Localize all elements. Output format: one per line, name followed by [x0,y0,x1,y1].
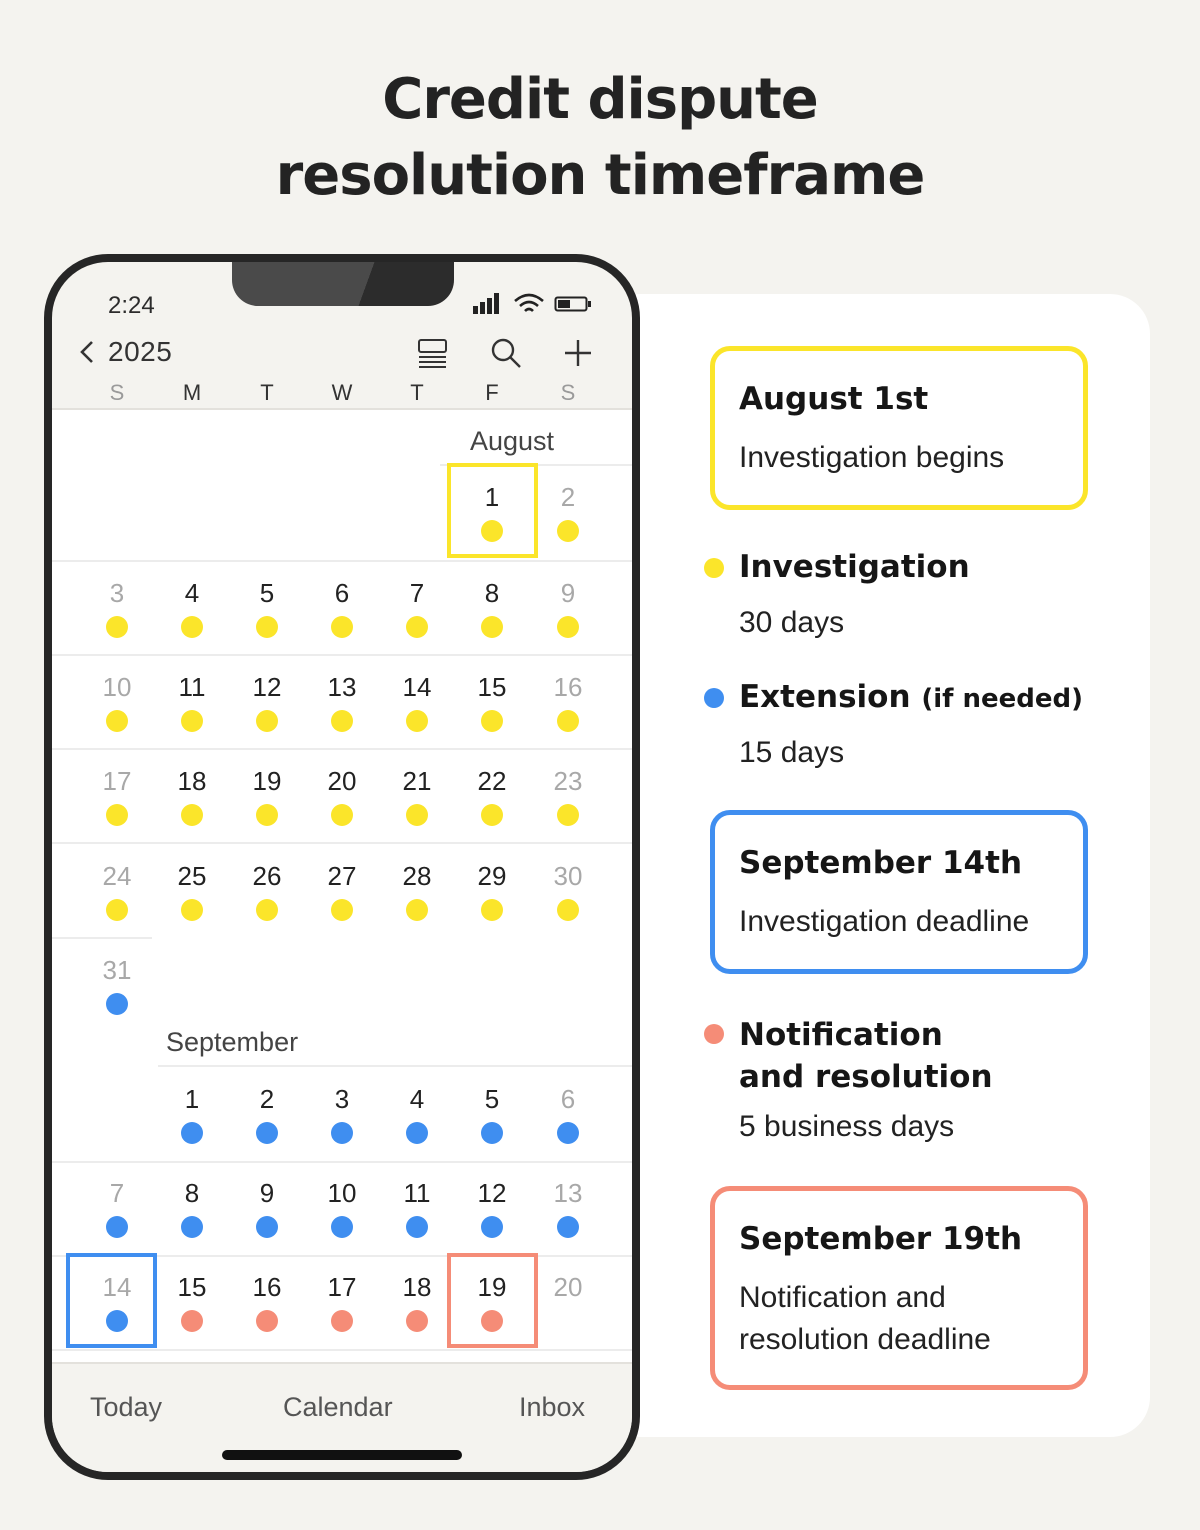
row-divider [52,1349,632,1351]
event-dot-icon [406,1122,428,1144]
day-number[interactable]: 22 [477,766,507,796]
day-number[interactable]: 4 [184,578,200,608]
weekday-label: T [410,380,424,405]
weekday-label: S [560,380,576,405]
day-number[interactable]: 10 [327,1178,357,1208]
notification-dot-icon [704,1024,724,1044]
event-dot-icon [557,1216,579,1238]
weekday-label: M [182,380,202,405]
day-number[interactable]: 15 [477,672,507,702]
event-dot-icon [481,616,503,638]
card-september-19th [710,1186,1088,1390]
event-dot-icon [481,804,503,826]
day-number[interactable]: 21 [402,766,432,796]
event-dot-icon [331,899,353,921]
row-divider [52,937,152,939]
event-dot-icon [331,710,353,732]
day-number[interactable]: 27 [327,861,357,891]
event-dot-icon [256,804,278,826]
day-number[interactable]: 17 [102,766,132,796]
row-divider [52,654,632,656]
day-number[interactable]: 5 [484,1084,500,1114]
day-number[interactable]: 31 [102,955,132,985]
day-number[interactable]: 30 [553,861,583,891]
day-number[interactable]: 29 [477,861,507,891]
day-number[interactable]: 3 [109,578,125,608]
event-dot-icon [557,899,579,921]
event-dot-icon [181,899,203,921]
page-title [0,62,1200,214]
day-number[interactable]: 14 [402,672,432,702]
event-dot-icon [557,1122,579,1144]
event-dot-icon [406,804,428,826]
day-number[interactable]: 16 [252,1272,282,1302]
event-dot-icon [256,899,278,921]
event-dot-icon [406,1310,428,1332]
event-dot-icon [406,616,428,638]
event-dot-icon [331,1122,353,1144]
card-subtitle: Investigation deadline [739,905,1030,938]
event-dot-icon [256,1216,278,1238]
day-number[interactable]: 3 [334,1084,350,1114]
calendar-grid [52,410,632,1362]
day-number[interactable]: 26 [252,861,282,891]
event-dot-icon [557,616,579,638]
chevron-left-icon[interactable] [74,334,98,370]
tab-today[interactable]: Today [90,1392,163,1422]
phone-frame [44,254,640,1480]
status-time: 2:24 [108,292,155,319]
card-subtitle: resolution deadline [739,1323,991,1356]
plus-icon[interactable] [561,336,595,370]
day-number[interactable]: 18 [177,766,207,796]
phone-notch [232,260,454,306]
event-dot-icon [406,899,428,921]
event-dot-icon [331,1310,353,1332]
day-number[interactable]: 2 [560,482,576,512]
list-view-icon[interactable] [416,336,450,370]
legend-duration-extension: 15 days [739,736,845,769]
day-number[interactable]: 4 [409,1084,425,1114]
card-august-1st [710,346,1088,510]
day-number[interactable]: 13 [553,1178,583,1208]
event-dot-icon [481,899,503,921]
day-number[interactable]: 14 [102,1272,132,1302]
month-label-august: August [470,426,555,456]
day-number[interactable]: 11 [178,672,206,702]
day-number[interactable]: 19 [477,1272,507,1302]
day-number[interactable]: 28 [402,861,432,891]
card-title: September 14th [739,845,1023,881]
card-subtitle: Notification and [739,1281,946,1314]
day-number[interactable]: 5 [259,578,275,608]
day-number[interactable]: 6 [560,1084,576,1114]
event-dot-icon [481,1122,503,1144]
event-dot-icon [181,710,203,732]
event-dot-icon [406,710,428,732]
weekday-row [52,380,632,410]
year-label[interactable]: 2025 [108,336,173,367]
row-divider [52,560,632,562]
legend-title-notification [739,1014,993,1098]
tab-inbox[interactable]: Inbox [519,1392,586,1422]
row-divider [158,1065,632,1067]
day-number[interactable]: 23 [553,766,583,796]
day-number[interactable]: 6 [334,578,350,608]
legend-title-extension [739,676,1083,720]
legend-extension-note: (if needed) [921,684,1084,714]
event-dot-icon [181,1310,203,1332]
day-number[interactable]: 20 [327,766,357,796]
highlight-august-1 [447,463,538,558]
event-dot-icon [331,1216,353,1238]
day-number[interactable]: 24 [102,861,132,891]
calendar-header [52,334,632,378]
event-dot-icon [256,616,278,638]
event-dot-icon [557,710,579,732]
row-divider [52,842,632,844]
event-dot-icon [181,1122,203,1144]
signal-icon [472,292,502,316]
event-dot-icon [106,899,128,921]
home-indicator[interactable] [222,1450,462,1460]
day-number[interactable]: 15 [177,1272,207,1302]
event-dot-icon [181,804,203,826]
day-number[interactable]: 13 [327,672,357,702]
day-number[interactable]: 8 [484,578,500,608]
card-title: August 1st [739,381,929,417]
day-number[interactable]: 19 [252,766,282,796]
day-number[interactable]: 20 [553,1272,583,1302]
event-dot-icon [331,616,353,638]
title-line-1: Credit dispute [382,67,818,132]
legend-duration-investigation: 30 days [739,606,845,639]
weekday-label: S [109,380,125,405]
weekday-label: T [260,380,274,405]
extension-dot-icon [704,688,724,708]
card-september-14th [710,810,1088,974]
battery-icon [554,292,594,316]
day-number[interactable]: 7 [409,578,425,608]
event-dot-icon [106,804,128,826]
day-number[interactable]: 25 [177,861,207,891]
event-dot-icon [557,520,579,542]
legend-title-line: and resolution [739,1059,993,1095]
event-dot-icon [481,1216,503,1238]
day-number[interactable]: 9 [259,1178,275,1208]
event-dot-icon [181,1216,203,1238]
event-dot-icon [106,1216,128,1238]
highlight-september-19 [447,1253,538,1348]
legend-title-line: Notification [739,1017,943,1053]
weekday-label: W [331,380,353,405]
day-number[interactable]: 8 [184,1178,200,1208]
event-dot-icon [481,710,503,732]
highlight-september-14 [66,1253,157,1348]
day-number[interactable]: 9 [560,578,576,608]
event-dot-icon [256,710,278,732]
day-number[interactable]: 18 [402,1272,432,1302]
row-divider [52,1161,632,1163]
event-dot-icon [256,1310,278,1332]
day-number[interactable]: 11 [403,1178,431,1208]
day-number[interactable]: 10 [102,672,132,702]
day-number[interactable]: 12 [252,672,282,702]
day-number[interactable]: 7 [109,1178,125,1208]
day-number[interactable]: 1 [184,1084,200,1114]
search-icon[interactable] [489,336,523,370]
day-number[interactable]: 1 [484,482,500,512]
wifi-icon [512,292,546,316]
event-dot-icon [106,993,128,1015]
weekday-label: F [485,380,499,405]
investigation-dot-icon [704,558,724,578]
row-divider [52,748,632,750]
card-title: September 19th [739,1221,1023,1257]
event-dot-icon [557,804,579,826]
event-dot-icon [256,1122,278,1144]
event-dot-icon [406,1216,428,1238]
event-dot-icon [106,616,128,638]
day-number[interactable]: 12 [477,1178,507,1208]
legend-title-investigation: Investigation [739,549,970,585]
day-number[interactable]: 17 [327,1272,357,1302]
day-number[interactable]: 2 [259,1084,275,1114]
title-line-2: resolution timeframe [275,143,925,208]
card-subtitle: Investigation begins [739,441,1005,474]
month-label-september: September [166,1027,299,1057]
day-number[interactable]: 16 [553,672,583,702]
legend-duration-notification: 5 business days [739,1110,955,1143]
legend-extension-label: Extension [739,679,911,715]
event-dot-icon [106,710,128,732]
tab-calendar[interactable]: Calendar [283,1392,393,1422]
event-dot-icon [181,616,203,638]
event-dot-icon [331,804,353,826]
